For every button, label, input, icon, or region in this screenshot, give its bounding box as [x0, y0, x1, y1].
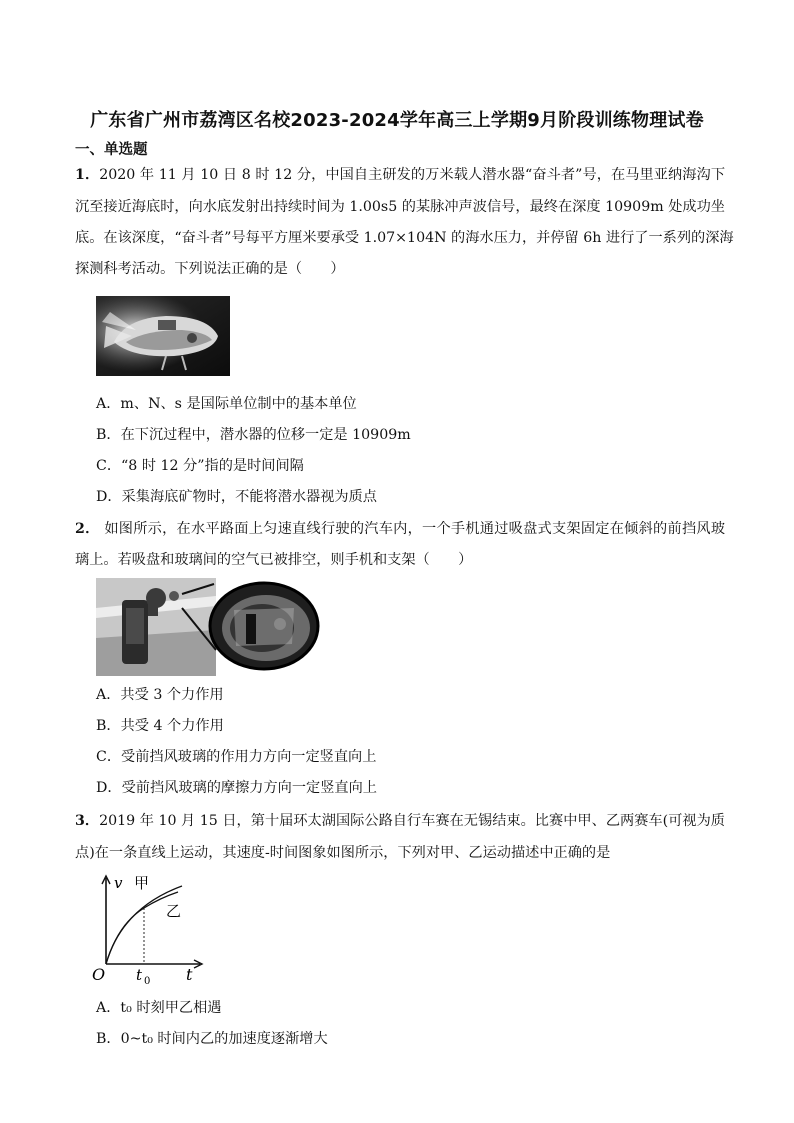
- q1-option-b: B．在下沉过程中，潜水器的位移一定是 10909m: [96, 427, 411, 443]
- submersible-photo: [96, 296, 230, 376]
- q3-line-1: 3．2019 年 10 月 15 日，第十届环太湖国际公路自行车赛在无锡结束。比赛中甲、乙两赛车(可视为质: [75, 813, 725, 829]
- q2-option-d: D．受前挡风玻璃的摩擦力方向一定竖直向上: [96, 780, 377, 796]
- q1-line-1: 1．2020 年 11 月 10 日 8 时 12 分，中国自主研发的万米载人潜水器“奋斗者”号，在马里亚纳海沟下: [75, 167, 726, 183]
- q3-option-b: B．0~t₀ 时间内乙的加速度逐渐增大: [96, 1031, 328, 1047]
- q1-line-3: 底。在该深度，“奋斗者”号每平方厘米要承受 1.07×104N 的海水压力，并停留 6h 进行了一系列的深海: [75, 230, 734, 246]
- q2-option-b: B．共受 4 个力作用: [96, 718, 224, 734]
- q2-option-c: C．受前挡风玻璃的作用力方向一定竖直向上: [96, 749, 377, 765]
- yi-label: 乙: [166, 902, 182, 920]
- q3-number: 3．: [75, 813, 100, 829]
- t0-subscript: 0: [144, 976, 151, 986]
- q1-option-c: C．“8 时 12 分”指的是时间间隔: [96, 458, 304, 474]
- q3-option-a: A．t₀ 时刻甲乙相遇: [96, 1000, 222, 1016]
- page-title: 广东省广州市荔湾区名校2023-2024学年高三上学期9月阶段训练物理试卷: [90, 110, 704, 131]
- q1-option-d: D．采集海底矿物时，不能将潜水器视为质点: [96, 489, 377, 505]
- v-label: v: [114, 874, 123, 892]
- phone-holder-photo: [96, 578, 322, 676]
- t0-label: t: [136, 966, 143, 984]
- t-label: t: [186, 965, 193, 984]
- q2-number: 2．: [75, 521, 100, 537]
- curve-yi: [106, 908, 144, 964]
- q3-line-2: 点)在一条直线上运动，其速度-时间图象如图所示，下列对甲、乙运动描述中正确的是: [75, 845, 611, 861]
- origin-label: O: [92, 965, 106, 984]
- q2-line-2: 璃上。若吸盘和玻璃间的空气已被排空，则手机和支架（ ）: [75, 552, 473, 568]
- q1-number: 1．: [75, 167, 100, 183]
- q2-line-1: 2． 如图所示，在水平路面上匀速直线行驶的汽车内，一个手机通过吸盘式支架固定在倾斜的前挡风玻: [75, 521, 726, 537]
- q1-line-4: 探测科考活动。下列说法正确的是（ ）: [75, 261, 345, 277]
- jia-label: 甲: [134, 874, 150, 892]
- q1-line-2: 沉至接近海底时，向水底发射出持续时间为 1.00s5 的某脉冲声波信号，最终在深度 10909m 处成功坐: [75, 199, 725, 215]
- q2-option-a: A．共受 3 个力作用: [96, 687, 224, 703]
- section-heading: 一、单选题: [75, 142, 148, 158]
- velocity-time-graph: [88, 868, 208, 986]
- q1-option-a: A．m、N、s 是国际单位制中的基本单位: [96, 396, 357, 412]
